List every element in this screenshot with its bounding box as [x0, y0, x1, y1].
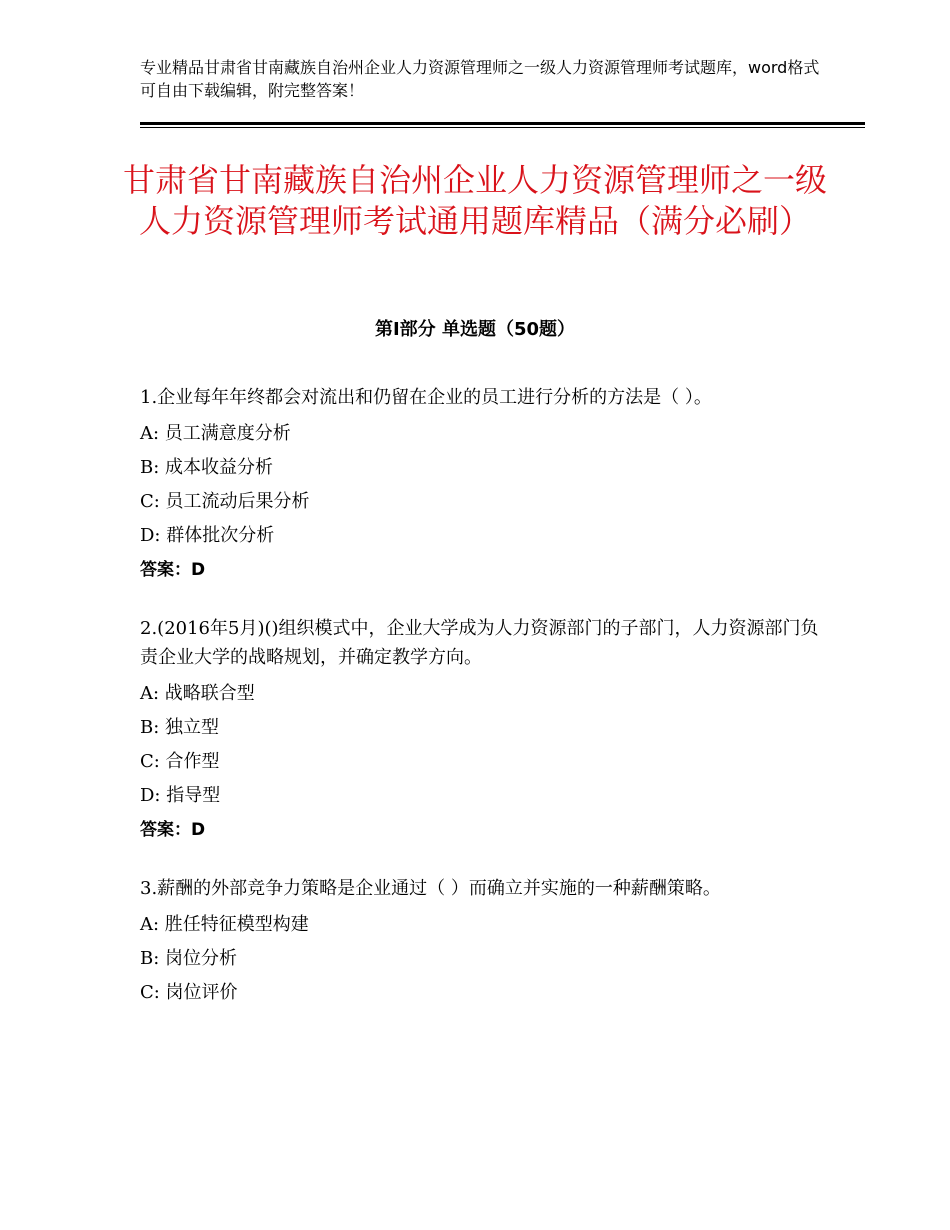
question-1	[140, 383, 820, 587]
header-rule-thick	[140, 122, 865, 125]
section-heading: 第Ⅰ部分 单选题（50题）	[374, 319, 575, 340]
option-c: C: 员工流动后果分析	[140, 491, 310, 512]
option-d: D: 指导型	[140, 785, 221, 806]
question-list	[140, 383, 820, 1037]
question-text: 1.企业每年年终都会对流出和仍留在企业的员工进行分析的方法是（ ）。	[140, 387, 712, 408]
option-a: A: 胜任特征模型构建	[140, 914, 309, 935]
option-c: C: 合作型	[140, 751, 220, 772]
answer: 答案：D	[140, 560, 206, 580]
answer: 答案：D	[140, 820, 206, 840]
question-text: 3.薪酬的外部竞争力策略是企业通过（ ）而确立并实施的一种薪酬策略。	[140, 878, 721, 899]
header-note: 专业精品甘肃省甘南藏族自治州企业人力资源管理师之一级人力资源管理师考试题库，word格式可自由下载编辑，附完整答案！	[140, 58, 820, 100]
question-3	[140, 874, 820, 1010]
option-b: B: 独立型	[140, 717, 220, 738]
option-a: A: 战略联合型	[140, 683, 255, 704]
document-title: 甘肃省甘南藏族自治州企业人力资源管理师之一级人力资源管理师考试通用题库精品（满分必刷）	[122, 161, 827, 240]
option-b: B: 岗位分析	[140, 948, 238, 969]
option-c: C: 岗位评价	[140, 982, 238, 1003]
question-2	[140, 614, 820, 847]
option-b: B: 成本收益分析	[140, 457, 274, 478]
option-a: A: 员工满意度分析	[140, 423, 291, 444]
header-rule-thin	[140, 127, 865, 128]
question-text: 2.(2016年5月)()组织模式中，企业大学成为人力资源部门的子部门，人力资源部门负责企业大学的战略规划，并确定教学方向。	[140, 618, 819, 668]
option-d: D: 群体批次分析	[140, 525, 275, 546]
